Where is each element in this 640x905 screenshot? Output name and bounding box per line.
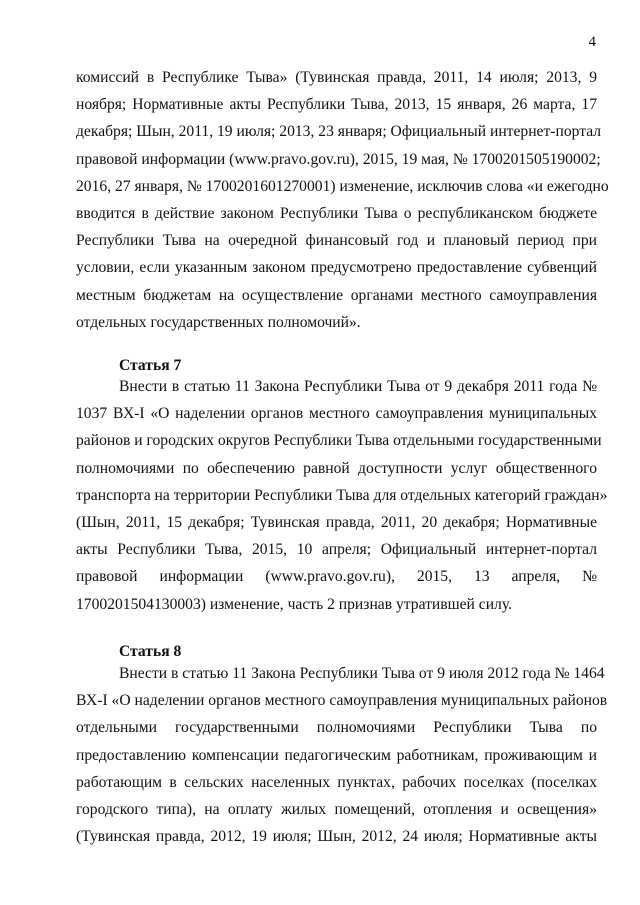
text-line: городского типа), на оплату жилых помещений, отопления и освещения» bbox=[76, 800, 597, 818]
text-line: Республики Тыва на очередной финансовый год и плановый период при bbox=[76, 232, 597, 250]
text-line: полномочиями по обеспечению равной доступности услуг общественного bbox=[76, 459, 597, 477]
text-line: отдельных государственных полномочий». bbox=[76, 313, 361, 331]
text-line: правовой информации (www.pravo.gov.ru), 2015, 13 апреля, № bbox=[76, 568, 597, 586]
text-line: комиссий в Республике Тыва» (Тувинская правда, 2011, 14 июля; 2013, 9 bbox=[76, 69, 597, 86]
text-line: акты Республики Тыва, 2015, 10 апреля; Официальный интернет-портал bbox=[76, 541, 597, 559]
text-line: условии, если указанным законом предусмотрено предоставление субвенций bbox=[76, 259, 597, 277]
text-line: работающим в сельских населенных пунктах, рабочих поселках (поселках bbox=[76, 773, 597, 791]
text-line: Внести в статью 11 Закона Республики Тыва от 9 июля 2012 года № 1464 bbox=[119, 665, 605, 682]
text-line: 2016, 27 января, № 1700201601270001) изменение, исключив слова «и ежегодно bbox=[76, 177, 609, 195]
article-8-heading: Статья 8 bbox=[119, 643, 182, 660]
text-line: (Шын, 2011, 15 декабря; Тувинская правда, 2011, 20 декабря; Нормативные bbox=[76, 513, 597, 531]
text-line: местным бюджетам на осуществление органами местного самоуправления bbox=[76, 286, 597, 304]
page-number: 4 bbox=[588, 34, 596, 50]
text-line: транспорта на территории Республики Тыва для отдельных категорий граждан» bbox=[76, 486, 608, 504]
text-line: районов и городских округов Республики Тыва отдельными государственными bbox=[76, 432, 602, 450]
article-7-heading: Статья 7 bbox=[119, 357, 182, 374]
text-line: 1037 ВХ-I «О наделении органов местного самоуправления муниципальных bbox=[76, 405, 597, 423]
text-line: ВХ-I «О наделении органов местного самоуправления муниципальных районов bbox=[76, 692, 608, 710]
intro-paragraph bbox=[76, 64, 609, 336]
text-line: 1700201504130003) изменение, часть 2 признав утратившей силу. bbox=[76, 595, 512, 613]
text-line: (Тувинская правда, 2012, 19 июля; Шын, 2012, 24 июля; Нормативные акты bbox=[76, 828, 597, 846]
article-7-body bbox=[76, 373, 608, 618]
article-8-body bbox=[76, 660, 608, 850]
text-line: ноября; Нормативные акты Республики Тыва, 2013, 15 января, 26 марта, 17 bbox=[76, 96, 597, 114]
text-line: декабря; Шын, 2011, 19 июля; 2013, 23 января; Официальный интернет-портал bbox=[76, 123, 602, 141]
text-line: отдельными государственными полномочиями Республики Тыва по bbox=[76, 719, 597, 737]
text-line: вводится в действие законом Республики Тыва о республиканском бюджете bbox=[76, 204, 597, 222]
text-line: Внести в статью 11 Закона Республики Тыва от 9 декабря 2011 года № bbox=[119, 378, 597, 395]
text-line: правовой информации (www.pravo.gov.ru), 2015, 19 мая, № 1700201505190002; bbox=[76, 150, 601, 168]
text-line: предоставлению компенсации педагогическим работникам, проживающим и bbox=[76, 746, 597, 764]
